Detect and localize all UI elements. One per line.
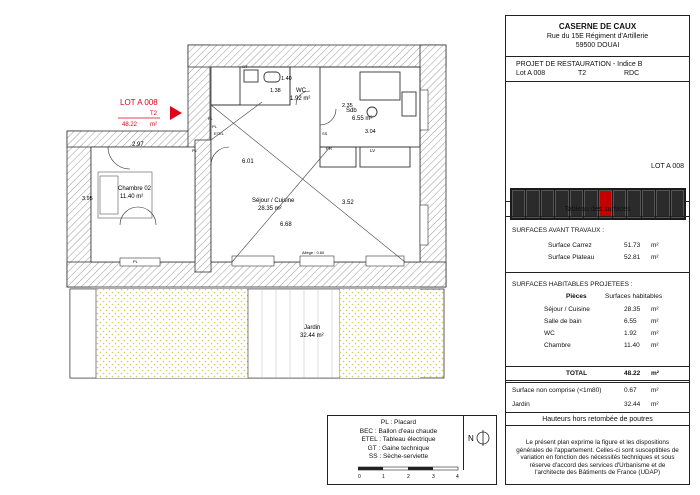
total-unit: m² xyxy=(651,370,659,377)
scale-tick-4: 4 xyxy=(456,474,459,480)
room-row-label: Séjour / Cuisine xyxy=(544,306,590,313)
col-rooms: Pièces xyxy=(566,293,587,300)
room-row-label: WC xyxy=(544,330,555,337)
legend-box xyxy=(327,415,497,485)
project-title: PROJET DE RESTAURATION - Indice B xyxy=(516,61,643,68)
non-comprise-value: 0.67 xyxy=(624,387,637,394)
lot-label: LOT A 008 xyxy=(120,98,158,107)
legend-text xyxy=(336,419,461,462)
room-row-value: 6.55 xyxy=(624,318,637,325)
tag-pl-3: PL xyxy=(212,124,217,129)
room-row-label: Chambre xyxy=(544,342,571,349)
total-label: TOTAL xyxy=(566,370,588,377)
room-row-value: 28.35 xyxy=(624,306,641,313)
project-line xyxy=(516,69,679,78)
extra-block xyxy=(506,381,689,413)
plateau-unit: m² xyxy=(651,254,659,261)
tag-pl-2: PL xyxy=(133,259,138,264)
garden xyxy=(70,289,444,378)
floor-areas xyxy=(91,67,428,266)
scale-tick-3: 3 xyxy=(432,474,435,480)
jardin-unit: m² xyxy=(651,401,659,408)
jardin-value: 32.44 xyxy=(624,401,641,408)
carrez-value: 51.73 xyxy=(624,242,641,249)
plateau-value: 52.81 xyxy=(624,254,641,261)
project-type: T2 xyxy=(578,70,587,77)
north-arrow-box xyxy=(463,416,497,470)
lot-arrow-icon xyxy=(170,106,182,120)
total-row xyxy=(506,366,689,381)
legend-bec: BEC : Ballon d'eau chaude xyxy=(359,427,438,435)
room-row-unit: m² xyxy=(651,342,659,349)
carrez-label: Surface Carrez xyxy=(548,242,592,249)
room-sdb-area: 6.55 m² xyxy=(352,116,373,122)
tag-fr: FR xyxy=(326,146,332,151)
tag-gt: GT xyxy=(242,64,248,69)
room-chambre-area: 11.40 m² xyxy=(120,194,144,200)
carrez-unit: m² xyxy=(651,242,659,249)
dim-138: 1.38 xyxy=(270,88,281,94)
tag-pl-4: PL xyxy=(208,116,213,121)
total-value: 48.22 xyxy=(624,370,641,377)
room-row-value: 1.92 xyxy=(624,330,637,337)
tag-pl-1: PL xyxy=(192,148,197,153)
lot-area: 48.22 xyxy=(122,122,138,128)
title-block xyxy=(505,15,690,485)
room-sejour-name: Séjour / Cuisine xyxy=(252,198,295,204)
dim-304: 3.04 xyxy=(365,129,376,135)
north-letter: N xyxy=(468,434,474,443)
room-chambre-name: Chambre 02 xyxy=(118,186,152,192)
dim-601: 6.01 xyxy=(242,159,254,165)
dim-235: 2.35 xyxy=(342,103,353,109)
room-sdb-name: Sdb xyxy=(346,108,357,114)
scale-tick-1: 1 xyxy=(382,474,385,480)
dim-395: 3.95 xyxy=(82,196,93,202)
legend-ss: SS : Sèche-serviette xyxy=(368,453,429,461)
lot-area-unit: m² xyxy=(150,122,157,128)
project-block xyxy=(506,57,689,82)
key-plan-block xyxy=(506,82,689,202)
before-title: SURFACES AVANT TRAVAUX : xyxy=(512,227,605,234)
room-row-unit: m² xyxy=(651,306,659,313)
legend-etel: ETEL : Tableau électrique xyxy=(361,436,436,444)
city-line: 59500 DOUAI xyxy=(575,42,620,49)
header-block xyxy=(506,16,689,57)
scale-tick-0: 0 xyxy=(358,474,361,480)
north-arrow-icon xyxy=(464,416,498,470)
dim-352: 3.52 xyxy=(342,200,354,206)
room-row-label: Salle de bain xyxy=(544,318,582,325)
lot-type: T2 xyxy=(150,111,158,117)
building-name: CASERNE DE CAUX xyxy=(558,22,637,31)
project-lot: Lot A 008 xyxy=(516,70,546,77)
col-surfaces: Surfaces habitables xyxy=(605,293,663,300)
projected-title: SURFACES HABITABLES PROJETEES : xyxy=(512,281,633,288)
address-line: Rue du 15E Régiment d'Artillerie xyxy=(546,33,649,40)
room-jardin-name: Jardin xyxy=(304,325,321,331)
legend-gt: GT : Gaine technique xyxy=(367,444,430,452)
room-wc-name: WC xyxy=(296,88,306,94)
scale-tick-2: 2 xyxy=(407,474,410,480)
dim-140: 1.40 xyxy=(281,76,292,82)
scale-bar xyxy=(358,465,468,483)
room-row-unit: m² xyxy=(651,330,659,337)
legend-pl: PL : Placard xyxy=(380,419,417,426)
dim-668: 6.68 xyxy=(280,222,292,228)
room-wc-area: 1.92 m² xyxy=(290,96,311,102)
plateau-label: Surface Plateau xyxy=(548,254,595,261)
disclaimer: Le présent plan exprime la figure et les dispositions générales de l'appartement. Celles-ci sont susceptibles de variation en fonction des nécessités techniques et sous réserve d'accord des services d'Urbanisme et de l'architecte des Bâtiments de France (UDAP) xyxy=(516,439,679,477)
room-sejour-area: 28.35 m² xyxy=(258,206,282,212)
plan-ref: LOT A 008 xyxy=(651,163,684,170)
project-level: RDC xyxy=(624,70,640,77)
tag-etel: ETEL xyxy=(214,131,225,136)
room-row-unit: m² xyxy=(651,318,659,325)
table-title: Tableau des surfaces xyxy=(506,202,689,217)
beams-note: Hauteurs hors retombée de poutres xyxy=(506,413,689,426)
tag-ss: SS xyxy=(322,131,328,136)
before-works-block xyxy=(506,217,689,273)
room-jardin-area: 32.44 m² xyxy=(300,333,324,339)
dim-297: 2.97 xyxy=(132,142,144,148)
non-comprise-label: Surface non comprise (<1m80) xyxy=(512,387,602,394)
room-row-value: 11.40 xyxy=(624,342,640,349)
tag-lv: LV xyxy=(370,148,376,153)
tag-allege: Allège : 0.60 xyxy=(302,250,325,255)
jardin-label: Jardin xyxy=(512,401,530,408)
non-comprise-unit: m² xyxy=(651,387,659,394)
